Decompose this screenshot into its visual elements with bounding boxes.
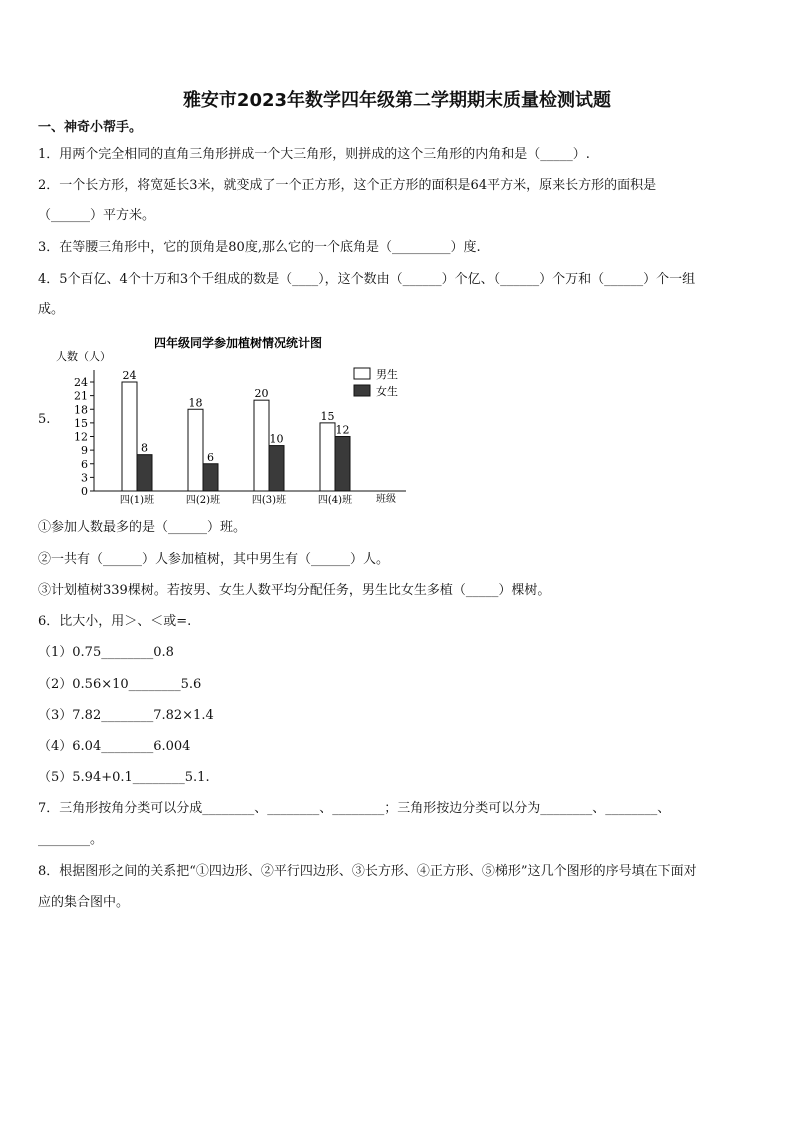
y-tick-label: 12 xyxy=(74,430,88,444)
bar-girls xyxy=(203,464,218,491)
bar-boys xyxy=(320,423,335,491)
bar-boys xyxy=(254,400,269,491)
bar-value-label: 20 xyxy=(254,387,269,401)
question-6-5: （5）5.94+0.1________5.1. xyxy=(38,770,210,785)
bar-boys xyxy=(122,382,137,491)
page-title: 雅安市2023年数学四年级第二学期期末质量检测试题 xyxy=(182,90,612,111)
y-tick-label: 9 xyxy=(81,444,88,458)
bar-value-label: 6 xyxy=(207,450,214,464)
bar-value-label: 10 xyxy=(269,432,284,446)
question-4-line-1: 4．5个百亿、4个十万和3个千组成的数是（____），这个数由（______）个亿、（______）个万和（______）个一组 xyxy=(38,272,696,287)
chart-title: 四年级同学参加植树情况统计图 xyxy=(153,336,323,350)
y-tick-label: 3 xyxy=(81,471,88,485)
y-tick-label: 21 xyxy=(74,389,88,403)
bar-value-label: 12 xyxy=(335,423,350,437)
bar-value-label: 8 xyxy=(141,441,148,455)
bar-girls xyxy=(335,437,350,492)
category-label: 四(2)班 xyxy=(185,495,221,506)
legend-swatch xyxy=(354,368,370,379)
question-7-line-2: ________。 xyxy=(38,832,104,847)
question-8-line-2: 应的集合图中。 xyxy=(38,895,130,910)
bar-girls xyxy=(269,446,284,491)
bar-chart xyxy=(38,332,418,510)
section-heading: 一、神奇小帮手。 xyxy=(38,120,143,135)
question-6: 6．比大小，用＞、＜或=. xyxy=(38,614,192,629)
y-ticks xyxy=(74,376,94,498)
question-2-line-2: （______）平方米。 xyxy=(38,208,156,223)
chart-y-axis-label: 人数（人） xyxy=(56,350,111,363)
question-5-1: ①参加人数最多的是（______）班。 xyxy=(38,520,247,535)
y-tick-label: 24 xyxy=(74,376,88,389)
question-6-3: （3）7.82________7.82×1.4 xyxy=(38,708,214,723)
question-5-3: ③计划植树339棵树。若按男、女生人数平均分配任务，男生比女生多植（_____）棵树。 xyxy=(38,583,551,598)
legend-label: 女生 xyxy=(376,385,398,398)
y-tick-label: 6 xyxy=(81,457,88,471)
bars xyxy=(120,369,352,506)
legend-swatch xyxy=(354,385,370,396)
bar-value-label: 18 xyxy=(188,396,203,410)
y-tick-label: 15 xyxy=(74,416,88,430)
question-4-line-2: 成。 xyxy=(38,302,65,317)
bar-value-label: 15 xyxy=(320,409,335,423)
bar-girls xyxy=(137,455,152,491)
question-6-4: （4）6.04________6.004 xyxy=(38,739,191,754)
y-tick-label: 18 xyxy=(74,403,88,417)
question-1: 1．用两个完全相同的直角三角形拼成一个大三角形，则拼成的这个三角形的内角和是（_____）. xyxy=(38,147,590,162)
bar-boys xyxy=(188,409,203,491)
question-8-line-1: 8．根据图形之间的关系把“①四边形、②平行四边形、③长方形、④正方形、⑤梯形”这几个图形的序号填在下面对 xyxy=(38,864,697,879)
question-6-1: （1）0.75________0.8 xyxy=(38,645,174,660)
y-tick-label: 0 xyxy=(81,485,88,498)
question-3: 3．在等腰三角形中，它的顶角是80度,那么它的一个底角是（_________）度. xyxy=(38,240,481,255)
category-label: 四(1)班 xyxy=(119,495,155,506)
bar-value-label: 24 xyxy=(122,369,137,382)
question-7-line-1: 7．三角形按角分类可以分成________、________、________；三角形按边分类可以分为________、________、 xyxy=(38,801,671,816)
question-5-2: ②一共有（______）人参加植树，其中男生有（______）人。 xyxy=(38,552,390,567)
question-6-2: （2）0.56×10________5.6 xyxy=(38,677,202,692)
legend-label: 男生 xyxy=(376,368,398,381)
category-label: 四(3)班 xyxy=(251,495,287,506)
category-label: 四(4)班 xyxy=(317,495,353,506)
chart-legend xyxy=(354,367,398,398)
question-2-line-1: 2．一个长方形，将宽延长3米，就变成了一个正方形，这个正方形的面积是64平方米，原来长方形的面积是 xyxy=(38,178,657,193)
question-5-number: 5. xyxy=(38,412,51,427)
chart-x-axis-label: 班级 xyxy=(376,494,396,505)
